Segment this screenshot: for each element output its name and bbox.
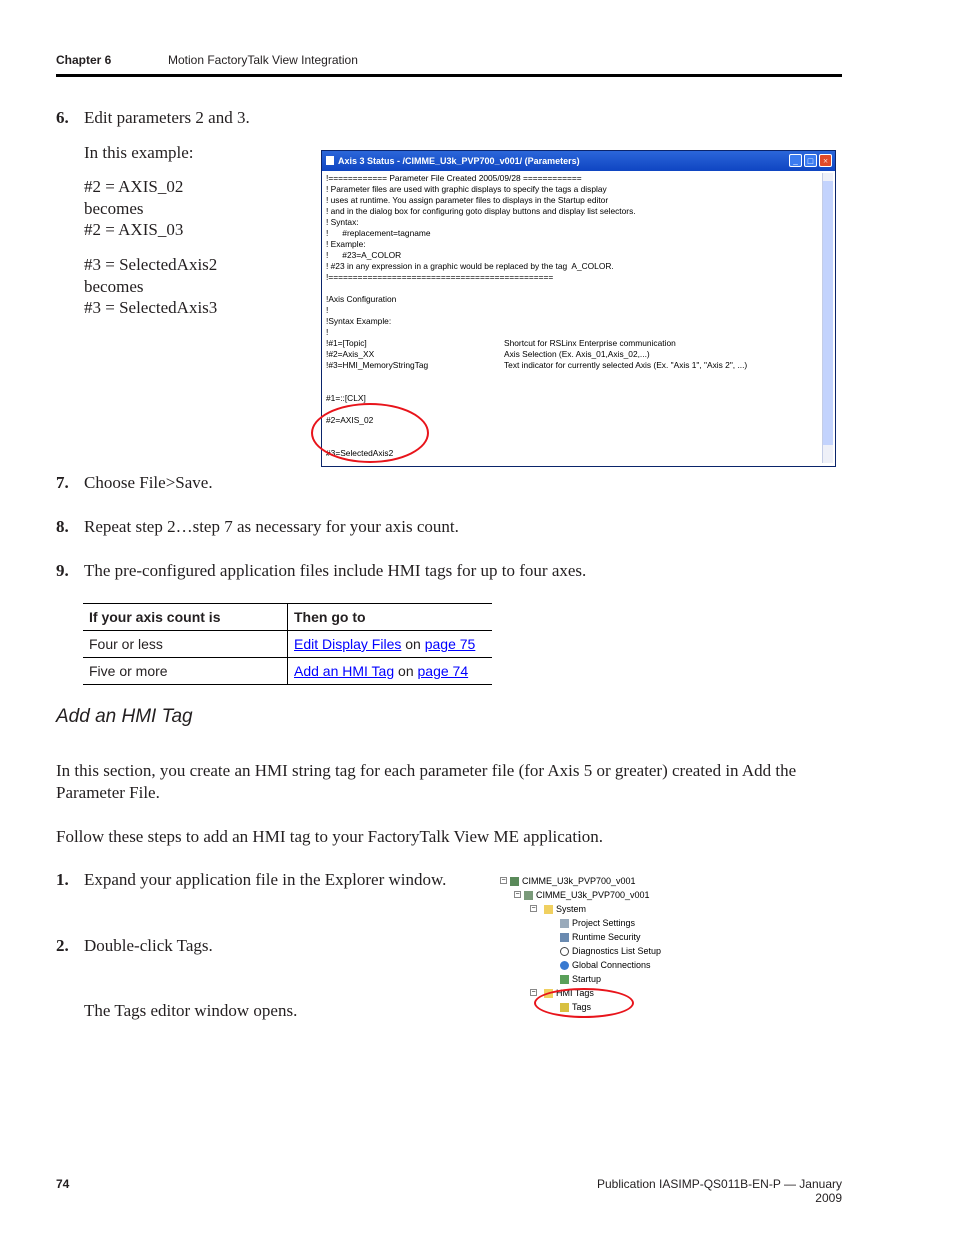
parameter-line: ! uses at runtime. You assign parameter files to displays in the Startup editor	[326, 195, 609, 205]
step-6-text: Edit parameters 2 and 3.	[84, 108, 250, 127]
step-7-text: Choose File>Save.	[84, 473, 213, 492]
tree-node-label: System	[556, 904, 587, 914]
tree-node-label: Project Settings	[572, 918, 636, 928]
example-1-c: #2 = AXIS_03	[84, 220, 184, 239]
example-2-c: #3 = SelectedAxis3	[84, 298, 218, 317]
parameter-line: #1=::[CLX]	[326, 393, 366, 403]
table-cell: Four or less	[83, 631, 288, 658]
step-8-text: Repeat step 2…step 7 as necessary for your axis count.	[84, 517, 459, 536]
collapse-icon[interactable]: −	[501, 877, 506, 884]
parameter-comment-line: Shortcut for RSLinx Enterprise communication	[504, 338, 676, 348]
tree-node-label: Diagnostics List Setup	[572, 946, 662, 956]
parameter-comments	[504, 338, 824, 378]
parameter-line: !	[326, 327, 329, 337]
clock-icon	[560, 947, 569, 956]
security-icon	[560, 933, 569, 942]
parameter-line: ! Syntax:	[326, 217, 359, 227]
page-number: 74	[56, 1177, 70, 1191]
tree-node[interactable]	[560, 931, 641, 943]
step-7-number: 7.	[56, 473, 69, 492]
maximize-button[interactable]: □	[804, 154, 817, 167]
tree-node-label: CIMME_U3k_PVP700_v001	[522, 876, 636, 886]
tree-node[interactable]	[560, 973, 601, 985]
window-title: Axis 3 Status - /CIMME_U3k_PVP700_v001/ (Parameters)	[322, 151, 835, 171]
step-1-text: Expand your application file in the Explorer window.	[84, 870, 447, 889]
parameter-line	[326, 283, 821, 294]
tree-node[interactable]	[524, 889, 650, 901]
edit-display-files-link[interactable]: Edit Display Files	[294, 636, 402, 652]
parameter-line: #2=AXIS_02	[326, 415, 374, 425]
parameter-line: ! and in the dialog box for configuring goto display buttons and display list selectors.	[326, 206, 636, 216]
parameter-line: !Axis Configuration	[326, 294, 397, 304]
scrollbar-thumb[interactable]	[823, 181, 833, 445]
tree-node-label: Runtime Security	[572, 932, 641, 942]
step-2-text: Double-click Tags.	[84, 936, 213, 955]
application-icon	[510, 877, 519, 886]
tree-node-label: Tags	[572, 1002, 592, 1012]
example-1-b: becomes	[84, 199, 144, 218]
table-cell: Five or more	[83, 658, 288, 685]
globe-icon	[560, 961, 569, 970]
highlight-oval	[534, 988, 634, 1018]
section-paragraph-2: Follow these steps to add an HMI tag to your FactoryTalk View ME application.	[56, 827, 604, 846]
tree-node[interactable]	[544, 903, 586, 915]
parameter-line: ! Parameter files are used with graphic displays to specify the tags a display	[326, 184, 607, 194]
minimize-button[interactable]: _	[789, 154, 802, 167]
parameter-line: !Syntax Example:	[326, 316, 392, 326]
chapter-title: Motion FactoryTalk View Integration	[168, 53, 358, 67]
parameter-line	[326, 382, 821, 393]
step-9-text: The pre-configured application files include HMI tags for up to four axes.	[84, 561, 587, 580]
step-1-number: 1.	[56, 870, 69, 889]
table-cell-text: on	[401, 636, 425, 652]
file-icon	[326, 156, 334, 165]
tree-node[interactable]	[510, 875, 636, 887]
parameter-line: !#3=HMI_MemoryStringTag	[326, 360, 429, 370]
parameter-line: ! #23 in any expression in a graphic would be replaced by the tag A_COLOR.	[326, 261, 614, 271]
example-2-b: becomes	[84, 277, 144, 296]
example-intro: In this example:	[84, 143, 194, 162]
vertical-scrollbar[interactable]	[822, 173, 833, 463]
tree-node-label: HMI Tags	[556, 988, 594, 998]
tree-node-label: CIMME_U3k_PVP700_v001	[536, 890, 650, 900]
parameter-line: !#2=Axis_XX	[326, 349, 375, 359]
parameter-line: #3=SelectedAxis2	[326, 448, 394, 458]
tree-node-label: Global Connections	[572, 960, 651, 970]
parameter-line: !	[326, 305, 329, 315]
publication-info: Publication IASIMP-QS011B-EN-P — January 2009	[597, 1177, 842, 1205]
parameter-comment-line: Axis Selection (Ex. Axis_01,Axis_02,...)	[504, 349, 650, 359]
page-75-link[interactable]: page 75	[424, 636, 476, 652]
collapse-icon[interactable]: −	[531, 905, 536, 912]
tree-node-label: Startup	[572, 974, 602, 984]
settings-icon	[560, 919, 569, 928]
chapter-label: Chapter 6	[56, 53, 112, 67]
step-9-number: 9.	[56, 561, 69, 580]
add-hmi-tag-link[interactable]: Add an HMI Tag	[294, 663, 395, 679]
axis-count-table	[83, 603, 492, 685]
tree-node[interactable]	[560, 917, 635, 929]
table-row	[83, 658, 492, 685]
parameter-line: !==============================================	[326, 272, 554, 282]
page-74-link[interactable]: page 74	[417, 663, 469, 679]
section-paragraph-1: In this section, you create an HMI string tag for each parameter file (for Axis 5 or greater) created in Add the Parameter File.	[56, 761, 797, 802]
table-cell	[288, 658, 493, 685]
parameter-line: !============ Parameter File Created 2005/09/28 ============	[326, 173, 582, 183]
startup-icon	[560, 975, 569, 984]
parameter-comment-line: Text indicator for currently selected Axis (Ex. "Axis 1", "Axis 2", ...)	[504, 360, 748, 370]
example-2-a: #3 = SelectedAxis2	[84, 255, 218, 274]
tree-node[interactable]	[560, 959, 651, 971]
table-cell	[288, 631, 493, 658]
tags-editor-note: The Tags editor window opens.	[84, 1001, 298, 1020]
collapse-icon[interactable]: −	[531, 989, 536, 996]
folder-icon	[544, 905, 553, 914]
header-rule	[56, 74, 842, 77]
step-8-number: 8.	[56, 517, 69, 536]
highlight-oval	[311, 403, 429, 463]
table-cell-text: on	[394, 663, 418, 679]
step-6-number: 6.	[56, 108, 69, 127]
close-button[interactable]: ×	[819, 154, 832, 167]
step-2-number: 2.	[56, 936, 69, 955]
table-header: If your axis count is	[83, 604, 288, 631]
collapse-icon[interactable]: −	[515, 891, 520, 898]
parameter-line: ! #replacement=tagname	[326, 228, 431, 238]
table-header: Then go to	[288, 604, 493, 631]
example-1-a: #2 = AXIS_02	[84, 177, 184, 196]
section-heading: Add an HMI Tag	[56, 706, 193, 727]
parameter-line: !#1=[Topic]	[326, 338, 367, 348]
table-row	[83, 631, 492, 658]
tree-node[interactable]	[560, 945, 661, 957]
project-icon	[524, 891, 533, 900]
parameter-line: ! Example:	[326, 239, 366, 249]
parameter-line: ! #23=A_COLOR	[326, 250, 402, 260]
table-header-row	[83, 604, 492, 631]
